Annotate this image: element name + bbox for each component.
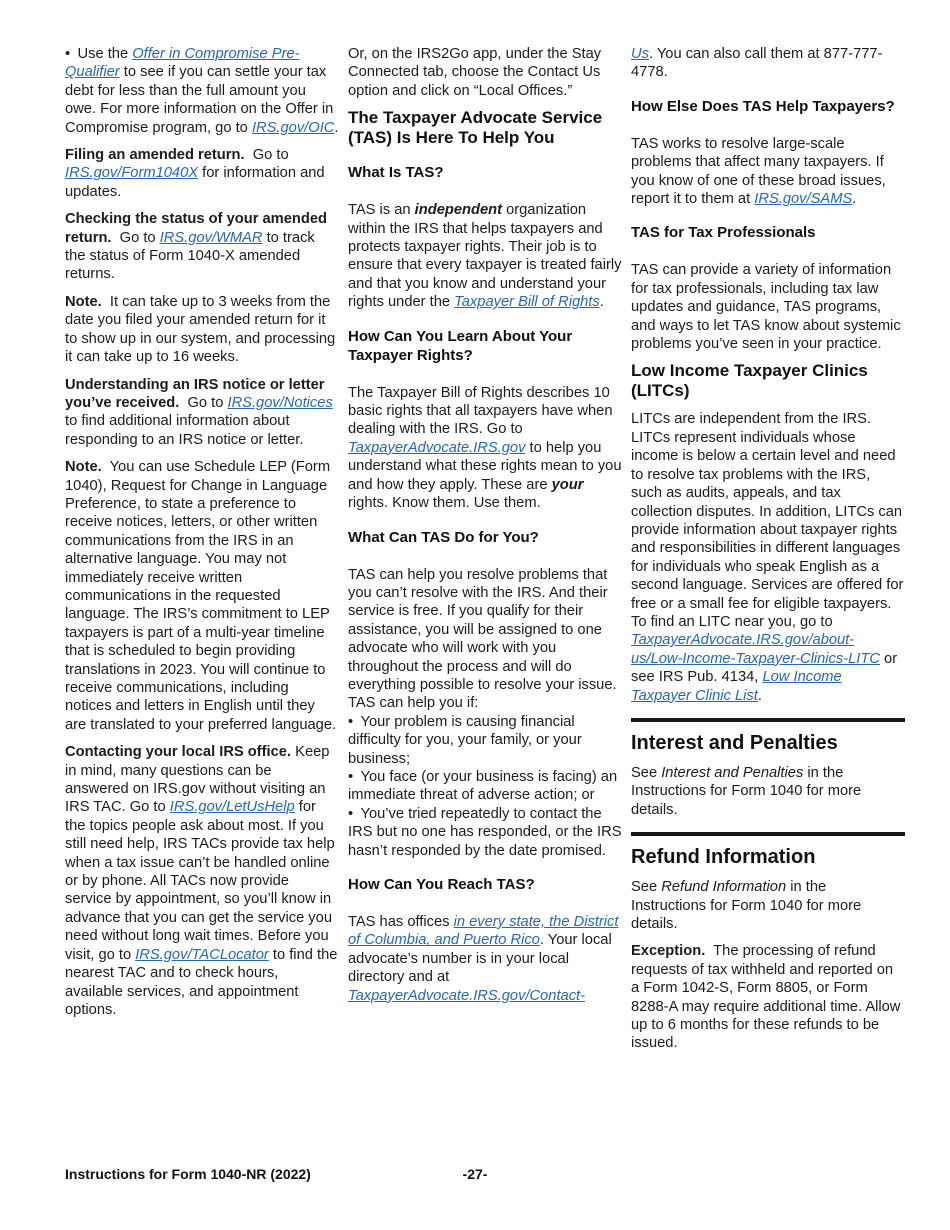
section-divider-rule xyxy=(631,832,905,836)
section-heading xyxy=(348,108,622,148)
paragraph xyxy=(631,764,905,819)
text-run: organization within the IRS that helps taxpayers and protects taxpayer rights. Their job is to ensure that every taxpayer is treated fairly and that you know and understand your rights under the xyxy=(348,202,622,311)
text-run: Exception. xyxy=(631,943,706,960)
paragraph xyxy=(348,913,622,1005)
text-run: Filing an amended return. xyxy=(65,147,245,164)
text-run: TAS works to resolve large-scale problems that affect many taxpayers. If you know of one of these broad issues, report it to them at xyxy=(631,135,886,208)
major-heading xyxy=(631,731,905,755)
text-run: in the Instructions for Form 1040 for more details. xyxy=(631,879,862,932)
subsection-heading xyxy=(348,163,622,182)
text-run: Go to xyxy=(179,394,228,411)
subsection-heading xyxy=(631,223,905,242)
paragraph xyxy=(65,293,339,367)
bullet-icon: • xyxy=(348,768,361,785)
column-left xyxy=(65,45,339,1053)
text-run: Understanding an IRS notice or letter you’ve received. xyxy=(65,376,325,411)
subsection-heading xyxy=(631,97,905,116)
inline-link[interactable]: IRS.gov/Form1040X xyxy=(65,165,199,182)
bullet-icon: • xyxy=(65,46,78,62)
text-run: Note. xyxy=(65,459,102,476)
paragraph xyxy=(65,146,339,201)
text-run: How Can You Learn About Your Taxpayer Rights? xyxy=(348,327,573,364)
text-run: The Taxpayer Bill of Rights describes 10 basic rights that all taxpayers have when dealing with the IRS. Go to xyxy=(348,384,613,438)
inline-link[interactable]: Low Income Taxpayer Clinic List xyxy=(631,669,842,704)
text-run: for information and updates. xyxy=(65,165,325,200)
paragraph xyxy=(631,942,905,1052)
subsection-heading xyxy=(348,327,622,365)
text-run: TAS is an xyxy=(348,202,415,219)
footer-document-title: Instructions for Form 1040-NR (2022) xyxy=(65,1166,311,1182)
inline-link[interactable]: TaxpayerAdvocate.IRS.gov/Contact- xyxy=(348,987,586,1004)
footer-page-number: -27- xyxy=(462,1166,488,1182)
text-run: for the topics people ask about most. If you still need help, IRS TACs provide tax help when a tax issue can’t be handled online or by phone. All TACs now provide service by appointment, so you’ll know in advance that you can get the service you need without long wait times. Before you visit, go to xyxy=(65,799,335,963)
paragraph xyxy=(348,384,622,513)
bullet-icon: • xyxy=(348,713,361,730)
text-run: your xyxy=(551,476,584,493)
column-right xyxy=(631,45,905,1053)
text-run: to find additional information about responding to an IRS notice or letter. xyxy=(65,413,304,448)
text-run: Checking the status of your amended return. xyxy=(65,211,327,246)
inline-link[interactable]: Offer in Compromise Pre-Qualifier xyxy=(65,46,300,81)
bullet-item xyxy=(348,768,622,805)
paragraph xyxy=(65,743,339,1019)
inline-link[interactable]: IRS.gov/SAMS xyxy=(754,191,853,208)
text-run: Interest and Penalties xyxy=(631,731,838,754)
text-run: to find the nearest TAC and to check hours, available services, and appointment options. xyxy=(65,946,338,1018)
text-run: How Can You Reach TAS? xyxy=(348,876,535,893)
text-run: . You can also call them at 877-777-4778. xyxy=(631,46,883,81)
text-run: . xyxy=(599,294,604,311)
text-run: Note. xyxy=(65,293,102,310)
page-footer xyxy=(0,1166,950,1188)
page-body xyxy=(65,45,905,1053)
text-run: TAS can help you resolve problems that you can’t resolve with the IRS. And their service is free. If you qualify for their assistance, you will be assigned to one advocate who will work with you throughout the process and will do everything possible to resolve your issue. TAS can help you if: xyxy=(348,566,617,712)
text-run: See xyxy=(631,764,662,781)
paragraph xyxy=(631,135,905,209)
subsection-heading xyxy=(348,528,622,547)
text-run: The processing of refund requests of tax withheld and reported on a Form 1042-S, Form 8805, or Form 8288-A may require additional time. Allow up to 6 months for these refunds to be issued. xyxy=(631,943,901,1052)
text-run: Interest and Penalties xyxy=(661,764,804,781)
inline-link[interactable]: IRS.gov/WMAR xyxy=(159,229,263,246)
text-run: The Taxpayer Advocate Service (TAS) Is Here To Help You xyxy=(348,108,603,148)
text-run: What Is TAS? xyxy=(348,164,444,182)
paragraph xyxy=(65,210,339,284)
text-run: Or, on the IRS2Go app, under the Stay Connected tab, choose the Contact Us option and click on “Local Offices.” xyxy=(348,46,602,99)
bullet-item xyxy=(348,805,622,860)
text-run: You can use Schedule LEP (Form 1040), Request for Change in Language Preference, to state a preference to receive notices, letters, or other written communications from the IRS in an alternative language. You may not immediately receive written communications in the requested language. The IRS’s commitment to LEP taxpayers is part of a multi-year timeline that is scheduled to begin providing translations in 2023. You will continue to receive communications, including notices and letters in English until they are translated to your preferred language. xyxy=(65,459,337,733)
inline-link[interactable]: IRS.gov/OIC xyxy=(251,119,335,136)
text-run: TAS has offices xyxy=(348,914,454,930)
section-divider-rule xyxy=(631,718,905,722)
paragraph xyxy=(631,878,905,933)
text-run: Use the xyxy=(77,46,133,62)
text-run: See xyxy=(631,879,662,896)
major-heading xyxy=(631,845,905,869)
text-run: Refund Information xyxy=(631,846,816,869)
text-run: or see IRS Pub. 4134, xyxy=(631,650,898,686)
bullet-icon: • xyxy=(348,805,361,822)
subsection-heading xyxy=(348,875,622,894)
paragraph xyxy=(65,458,339,734)
text-run: You’ve tried repeatedly to contact the IRS but no one has responded, or the IRS hasn’t responded by the date promised. xyxy=(348,805,622,859)
text-run: to track the status of Form 1040-X amended returns. xyxy=(65,229,315,283)
text-run: LITCs are independent from the IRS. LITCs represent individuals whose income is below a certain level and need to resolve tax problems with the IRS, such as audits, appeals, and tax collection disputes. In addition, LITCs can provide information about taxpayer rights and responsibilities in different languages for individuals who speak English as a second language. Services are offered for free or a small fee for eligible taxpayers. To find an LITC near you, go to xyxy=(631,411,904,630)
text-run: Refund Information xyxy=(661,879,787,896)
paragraph xyxy=(348,566,622,713)
text-run: Contacting your local IRS office. xyxy=(65,744,292,761)
paragraph xyxy=(631,410,905,705)
paragraph xyxy=(65,376,339,450)
bullet-item xyxy=(348,713,622,768)
text-run: Keep in mind, many questions can be answered on IRS.gov without visiting an IRS TAC. Go to xyxy=(65,744,330,816)
text-run: in the Instructions for Form 1040 for more details. xyxy=(631,764,862,818)
paragraph xyxy=(631,45,905,82)
text-run: rights. Know them. Use them. xyxy=(348,495,541,512)
text-run: . xyxy=(757,687,762,704)
bullet-item xyxy=(65,45,339,137)
column-middle xyxy=(348,45,622,1053)
inline-link[interactable]: TaxpayerAdvocate.IRS.gov/about-us/Low-Income-Taxpayer-Clinics-LITC xyxy=(631,632,880,667)
text-run: TAS for Tax Professionals xyxy=(631,224,816,242)
inline-link[interactable]: in every state, the District of Columbia, and Puerto Rico xyxy=(348,914,619,949)
text-run: You face (or your business is facing) an immediate threat of adverse action; or xyxy=(348,768,618,804)
text-run: Your problem is causing financial difficulty for you, your family, or your business; xyxy=(348,713,582,767)
text-run: . xyxy=(334,119,339,136)
inline-link[interactable]: IRS.gov/LetUsHelp xyxy=(169,799,295,816)
text-run: to see if you can settle your tax debt for less than the full amount you owe. For more information on the Offer in Compromise program, go to xyxy=(65,64,334,136)
text-run: . Your local advocate’s number is in your local directory and at xyxy=(348,932,612,986)
paragraph xyxy=(631,261,905,353)
inline-link[interactable]: TaxpayerAdvocate.IRS.gov xyxy=(348,439,526,456)
paragraph xyxy=(348,201,622,311)
text-run: What Can TAS Do for You? xyxy=(348,528,539,546)
text-run: It can take up to 3 weeks from the date you filed your amended return for it to show up in our system, and processing it can take up to 16 weeks. xyxy=(65,293,336,366)
text-run: to help you understand what these rights mean to you and how they apply. These are xyxy=(348,439,622,493)
section-heading xyxy=(631,361,905,401)
text-run: Go to xyxy=(111,229,160,246)
inline-link[interactable]: IRS.gov/Notices xyxy=(227,394,333,411)
inline-link[interactable]: Taxpayer Bill of Rights xyxy=(454,294,600,311)
text-run: Low Income Taxpayer Clinics (LITCs) xyxy=(631,361,868,401)
paragraph xyxy=(348,45,622,100)
inline-link[interactable]: Us xyxy=(631,46,649,62)
inline-link[interactable]: IRS.gov/TACLocator xyxy=(135,946,269,963)
text-run: independent xyxy=(414,202,502,219)
text-run: TAS can provide a variety of information for tax professionals, including tax law updates and guidance, TAS programs, and ways to let TAS know about systemic problems you’ve seen in your practice. xyxy=(631,262,901,353)
text-run: How Else Does TAS Help Taxpayers? xyxy=(631,97,895,115)
text-run: Go to xyxy=(244,147,289,164)
text-run: . xyxy=(852,191,857,208)
